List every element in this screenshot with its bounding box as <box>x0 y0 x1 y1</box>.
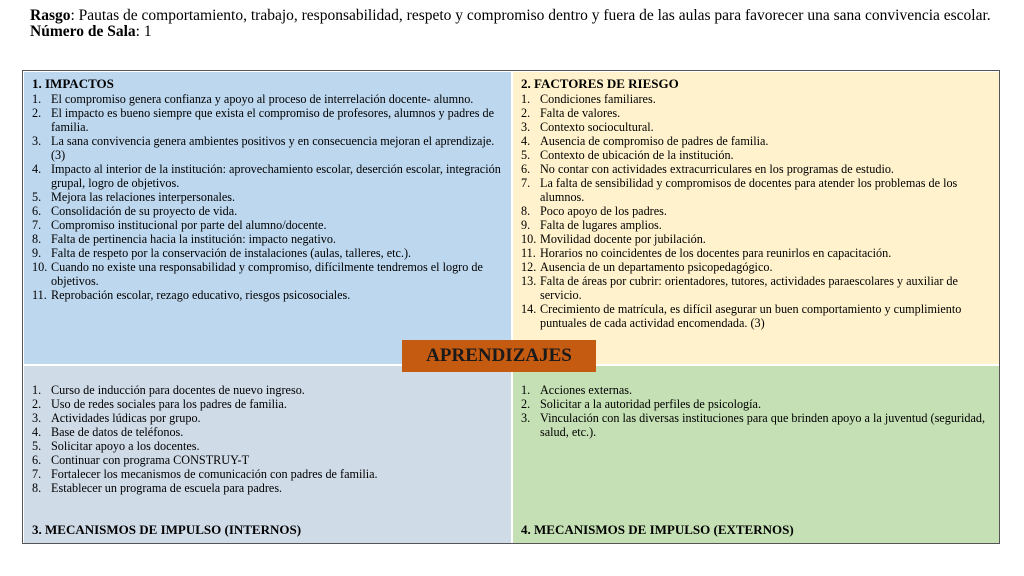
list-item <box>32 260 505 288</box>
list-item <box>32 453 505 467</box>
factores-quadrant <box>513 72 999 364</box>
item-number: 7. <box>32 467 42 481</box>
item-number: 12. <box>521 260 537 274</box>
item-text: Mejora las relaciones interpersonales. <box>51 190 236 204</box>
item-number: 10. <box>521 232 537 246</box>
list-item <box>32 411 505 425</box>
list-item <box>32 218 505 232</box>
item-text: Condiciones familiares. <box>540 92 656 106</box>
item-number: 9. <box>32 246 42 260</box>
item-text: Solicitar apoyo a los docentes. <box>51 439 200 453</box>
item-number: 8. <box>32 232 42 246</box>
list-item <box>521 218 993 232</box>
item-number: 2. <box>32 397 42 411</box>
externos-title: 4. MECANISMOS DE IMPULSO (EXTERNOS) <box>521 522 794 537</box>
list-item <box>32 481 505 495</box>
item-number: 8. <box>32 481 42 495</box>
item-number: 1. <box>521 92 531 106</box>
list-item <box>521 397 993 411</box>
internos-title: 3. MECANISMOS DE IMPULSO (INTERNOS) <box>32 522 302 537</box>
list-item <box>521 106 993 120</box>
list-item <box>521 162 993 176</box>
list-item <box>32 425 505 439</box>
item-text: Base de datos de teléfonos. <box>51 425 184 439</box>
list-item <box>32 92 505 106</box>
impactos-title: 1. IMPACTOS <box>32 76 114 91</box>
list-item <box>521 260 993 274</box>
externos-list <box>521 383 993 439</box>
item-number: 7. <box>32 218 42 232</box>
page-header <box>30 8 1010 40</box>
item-number: 2. <box>32 106 42 120</box>
item-text: El impacto es bueno siempre que exista el compromiso de profesores, alumnos y padres de familia. <box>51 106 495 134</box>
item-text: Falta de áreas por cubrir: orientadores, tutores, actividades paraescolares y auxiliar de servicio. <box>540 274 958 302</box>
list-item <box>32 288 505 302</box>
list-item <box>32 397 505 411</box>
item-text: Solicitar a la autoridad perfiles de psicología. <box>540 397 761 411</box>
item-text: Falta de pertinencia hacia la institución: impacto negativo. <box>51 232 336 246</box>
item-number: 11. <box>521 246 536 260</box>
item-number: 3. <box>32 134 42 148</box>
item-text: El compromiso genera confianza y apoyo al proceso de interrelación docente- alumno. <box>51 92 474 106</box>
externos-quadrant <box>513 366 999 543</box>
aprendizajes-badge: APRENDIZAJES <box>402 340 596 372</box>
item-number: 10. <box>32 260 48 274</box>
list-item <box>521 176 993 204</box>
impactos-quadrant <box>24 72 511 364</box>
impactos-list <box>32 92 505 302</box>
item-number: 8. <box>521 204 531 218</box>
list-item <box>521 92 993 106</box>
item-text: Falta de respeto por la conservación de instalaciones (aulas, talleres, etc.). <box>51 246 412 260</box>
list-item <box>32 232 505 246</box>
item-number: 6. <box>32 453 42 467</box>
item-text: Actividades lúdicas por grupo. <box>51 411 201 425</box>
item-text: Fortalecer los mecanismos de comunicación con padres de familia. <box>51 467 378 481</box>
list-item <box>32 246 505 260</box>
list-item <box>521 383 993 397</box>
item-text: Contexto de ubicación de la institución. <box>540 148 734 162</box>
item-text: La falta de sensibilidad y compromisos de docentes para atender los problemas de los alumnos. <box>540 176 958 204</box>
internos-quadrant <box>24 366 511 543</box>
item-number: 4. <box>32 425 42 439</box>
item-number: 3. <box>521 120 531 134</box>
item-text: Falta de valores. <box>540 106 621 120</box>
item-number: 14. <box>521 302 537 316</box>
list-item <box>32 467 505 481</box>
list-item <box>32 106 505 134</box>
list-item <box>521 302 993 330</box>
item-text: Acciones externas. <box>540 383 633 397</box>
sala-line <box>30 24 1010 40</box>
item-text: Ausencia de compromiso de padres de familia. <box>540 134 769 148</box>
list-item <box>32 134 505 162</box>
item-number: 2. <box>521 397 531 411</box>
list-item <box>521 232 993 246</box>
item-number: 5. <box>32 439 42 453</box>
item-text: Crecimiento de matrícula, es difícil asegurar un buen comportamiento y cumplimiento puntuales de cada actividad encomendada. (3) <box>540 302 962 330</box>
item-text: Compromiso institucional por parte del alumno/docente. <box>51 218 327 232</box>
factores-list <box>521 92 993 330</box>
item-number: 13. <box>521 274 537 288</box>
list-item <box>521 204 993 218</box>
item-number: 9. <box>521 218 531 232</box>
list-item <box>521 134 993 148</box>
item-text: Vinculación con las diversas instituciones para que brinden apoyo a la juventud (seguridad, salud, etc.). <box>540 411 985 439</box>
list-item <box>32 204 505 218</box>
item-text: Falta de lugares amplios. <box>540 218 662 232</box>
item-text: Impacto al interior de la institución: aprovechamiento escolar, deserción escolar, integración grupal, logro de objetivos. <box>51 162 501 190</box>
item-text: Consolidación de su proyecto de vida. <box>51 204 238 218</box>
item-text: Reprobación escolar, rezago educativo, riesgos psicosociales. <box>51 288 351 302</box>
sala-value: : 1 <box>135 23 152 40</box>
item-number: 1. <box>521 383 531 397</box>
item-text: Ausencia de un departamento psicopedagógico. <box>540 260 773 274</box>
item-number: 5. <box>521 148 531 162</box>
item-number: 3. <box>521 411 531 425</box>
item-text: No contar con actividades extracurriculares en los programas de estudio. <box>540 162 894 176</box>
item-number: 7. <box>521 176 531 190</box>
rasgo-text: : Pautas de comportamiento, trabajo, responsabilidad, respeto y compromiso dentro y fuera de las aulas para favorecer una sana convivencia escolar. <box>70 7 991 24</box>
item-number: 2. <box>521 106 531 120</box>
item-number: 1. <box>32 92 42 106</box>
item-number: 11. <box>32 288 47 302</box>
item-number: 6. <box>521 162 531 176</box>
item-text: Curso de inducción para docentes de nuevo ingreso. <box>51 383 305 397</box>
rasgo-line <box>30 8 1010 24</box>
item-text: Movilidad docente por jubilación. <box>540 232 706 246</box>
item-number: 6. <box>32 204 42 218</box>
list-item <box>521 148 993 162</box>
item-text: Poco apoyo de los padres. <box>540 204 667 218</box>
item-number: 4. <box>521 134 531 148</box>
factores-title: 2. FACTORES DE RIESGO <box>521 76 679 91</box>
item-text: Continuar con programa CONSTRUY-T <box>51 453 250 467</box>
quadrant-grid <box>22 70 1000 544</box>
list-item <box>32 383 505 397</box>
list-item <box>521 246 993 260</box>
item-text: Horarios no coincidentes de los docentes para reunirlos en capacitación. <box>540 246 892 260</box>
list-item <box>521 120 993 134</box>
item-number: 5. <box>32 190 42 204</box>
item-number: 4. <box>32 162 42 176</box>
item-text: Cuando no existe una responsabilidad y compromiso, difícilmente tendremos el logro de objetivos. <box>51 260 483 288</box>
item-text: Contexto sociocultural. <box>540 120 654 134</box>
item-number: 1. <box>32 383 42 397</box>
list-item <box>521 411 993 439</box>
item-text: Uso de redes sociales para los padres de familia. <box>51 397 287 411</box>
internos-list <box>32 383 505 495</box>
list-item <box>32 162 505 190</box>
sala-label: Número de Sala <box>30 23 136 40</box>
item-number: 3. <box>32 411 42 425</box>
rasgo-label: Rasgo <box>30 7 71 24</box>
list-item <box>521 274 993 302</box>
list-item <box>32 190 505 204</box>
item-text: La sana convivencia genera ambientes positivos y en consecuencia mejoran el aprendizaje. (3) <box>51 134 495 162</box>
item-text: Establecer un programa de escuela para padres. <box>51 481 283 495</box>
list-item <box>32 439 505 453</box>
